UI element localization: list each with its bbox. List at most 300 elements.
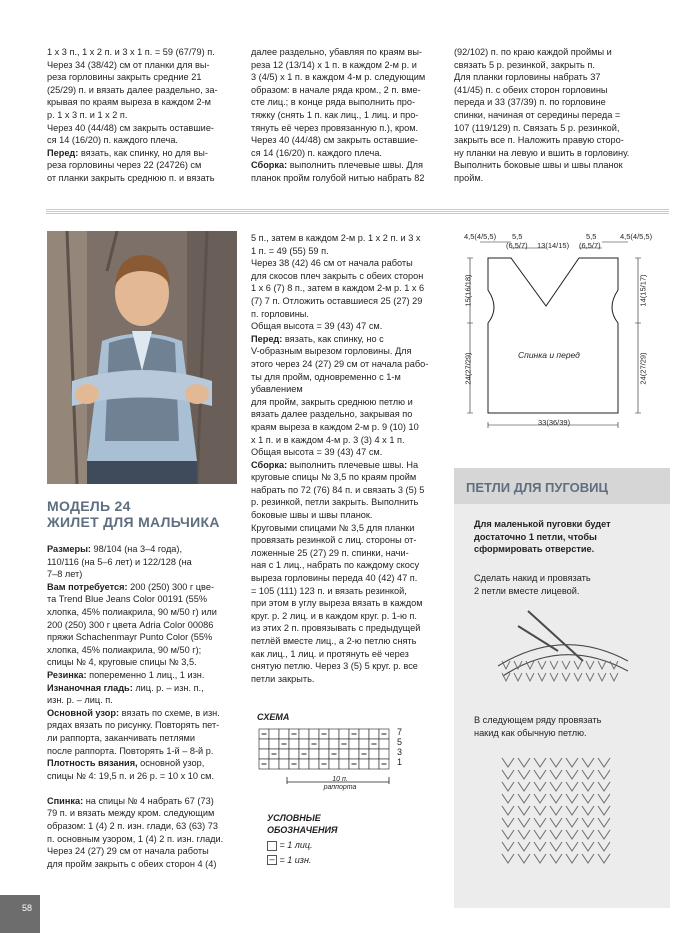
schema-cell (259, 739, 269, 749)
text-line (47, 656, 237, 669)
text-line: р. 1 х 3 п. и 1 х 2 п. (47, 109, 128, 120)
schema-rapport: 10 п. раппорта (323, 776, 357, 791)
stitch-mark (534, 854, 546, 863)
stitch-mark (502, 770, 514, 779)
stitch-mark (518, 758, 530, 767)
sidebar-step1 (474, 572, 591, 597)
text-line: образом: в начале ряда кром., 2 п. вме- (251, 84, 421, 95)
text-line: связать 5 р. резинкой, закрыть п. (454, 59, 595, 70)
text-line: от планки закрыть среднюю п. и вязать (47, 172, 215, 183)
text: Общая высота = 39 (43) 47 см. (251, 321, 383, 332)
stitch-mark (550, 818, 562, 827)
text-line: Сделать накид и провязать (474, 573, 591, 583)
text-line (47, 694, 237, 707)
text-line (251, 270, 441, 283)
stitch-mark (518, 854, 530, 863)
text-line (251, 622, 441, 635)
schema-cell (339, 759, 349, 769)
text-line: сте лиц.; в конце ряда выполнить про- (251, 97, 416, 108)
text-line: В следующем ряду провязать (474, 715, 602, 725)
text-line: ну планки на левую и вшить в горловину. (454, 147, 630, 158)
text-line (251, 610, 441, 623)
stitch-mark (566, 806, 578, 815)
text-line: Через 40 (44/48) см закрыть оставшие- (47, 122, 214, 133)
stitch-mark (550, 806, 562, 815)
text-line (47, 644, 237, 657)
text-line: Для планки горловины набрать 37 (454, 72, 601, 83)
text: Общая высота = 39 (43) 47 см. (251, 447, 383, 458)
schema-cell (359, 739, 369, 749)
model-number: МОДЕЛЬ 24 (47, 498, 131, 514)
stitch-mark (566, 770, 578, 779)
knitting-step2-illustration (494, 753, 624, 873)
row-number: 3 (397, 747, 403, 757)
stitch-mark (518, 794, 530, 803)
text-line (251, 572, 441, 585)
stitch-mark (534, 818, 546, 827)
model-photo (47, 231, 237, 484)
text: лиц. р. – изн. п., (132, 682, 204, 693)
top-assembly-paragraph: Сборка: выполнить плечевые швы. Для планок пройм голубой нитью набрать 82 (251, 160, 425, 183)
text: образом: 1 (4) 2 п. изн. глади, 63 (63) 73 (47, 821, 218, 832)
stitch-mark (518, 806, 530, 815)
schema-cell (369, 759, 379, 769)
text: рядах вязать по рисунку. Повторять пет- (47, 720, 220, 731)
text-line (251, 333, 441, 346)
text: спицы № 4: 19,5 п. и 26 р. = 10 х 10 см. (47, 770, 214, 781)
stitch-mark (562, 661, 570, 669)
text-line (251, 371, 441, 396)
stitch-mark (518, 842, 530, 851)
schema-cell (329, 739, 339, 749)
stitch-mark (598, 770, 610, 779)
schema-cell (349, 739, 359, 749)
text: хлопка, 45% полиакрила, 90 м/50 г); (47, 644, 202, 655)
sidebar-step2 (474, 714, 601, 739)
text-line (47, 593, 237, 606)
dim-left-lower: 24(27/29) (463, 352, 473, 385)
text-line: накид как обычную петлю. (474, 727, 587, 738)
dim-top-b: (6,5/7) (506, 241, 528, 250)
text: 7–8 лет) (47, 569, 83, 580)
stitch-mark (550, 842, 562, 851)
stitch-mark (526, 673, 534, 681)
text-line (251, 257, 441, 270)
text-line (251, 471, 441, 484)
text: для скосов плеч закрыть с обеих сторон (251, 270, 424, 281)
text-line: Выполнить боковые швы и швы планок (454, 160, 623, 171)
knit-symbol-icon (267, 841, 277, 851)
schema-cell (379, 739, 389, 749)
top-column-1 (47, 46, 237, 185)
text-line (251, 282, 441, 295)
text-line: сформировать отверстие. (474, 544, 595, 554)
schema-cell (329, 729, 339, 739)
schema-cell (369, 729, 379, 739)
stitch-mark (566, 842, 578, 851)
text-line (47, 782, 237, 795)
text: выреза горловины переда 40 (42) 47 п. (251, 573, 418, 584)
text-line (47, 669, 237, 682)
stitch-mark (550, 673, 558, 681)
text-line: достаточно 1 петли, чтобы (474, 531, 597, 542)
stitch-mark (502, 806, 514, 815)
text-line: далее раздельно, убавляя по краям вы- (251, 47, 422, 57)
text: ная с 1 лиц., набрать по каждому скосу (251, 560, 420, 571)
schema-cell (299, 739, 309, 749)
stitch-mark (598, 782, 610, 791)
text-line (47, 568, 237, 581)
text: 98/104 (на 3–4 года), (91, 544, 183, 554)
model-name: ЖИЛЕТ ДЛЯ МАЛЬЧИКА (47, 514, 220, 530)
schema-cell (339, 749, 349, 759)
text-line: 1 х 3 п., 1 х 2 п. и 3 х 1 п. = 59 (67/79) п. (47, 47, 215, 57)
stitch-mark (586, 673, 594, 681)
text-line (47, 719, 237, 732)
text: ты для пройм, одновременно с 1-м убавлением (251, 371, 401, 395)
stitch-mark (598, 842, 610, 851)
purl-symbol-icon: – (267, 855, 277, 865)
label: Спинка: (47, 795, 84, 806)
stitch-mark (562, 673, 570, 681)
text: краям выреза в каждом 2-м р. 9 (10) 10 (251, 421, 419, 432)
schema-cell (289, 749, 299, 759)
schema-cell (259, 749, 269, 759)
schema-block (257, 712, 407, 802)
label: Сборка: (251, 459, 288, 470)
row-number: 7 (397, 727, 403, 737)
stitch-mark (518, 818, 530, 827)
schema-title: СХЕМА (257, 712, 290, 722)
text-line (251, 673, 441, 686)
stitch-mark (518, 770, 530, 779)
stitch-mark (598, 854, 610, 863)
dim-top-left: 4,5(4/5,5) (464, 232, 497, 241)
text: вязать далее раздельно, закрывая по (251, 409, 413, 420)
text-line: закрыть все п. Наложить правую сторо- (454, 135, 624, 146)
text: вязать по схеме, в изн. (119, 707, 220, 718)
dim-top-mid: 13(14/15) (537, 241, 570, 250)
text-line (251, 345, 441, 358)
stitch-mark (566, 794, 578, 803)
instructions-left (47, 543, 237, 870)
text: п. горловины. (251, 308, 309, 319)
text: из этих 2 п. провязывать с предыдущей (251, 623, 421, 634)
text-line: Для маленькой пуговки будет (474, 519, 611, 529)
stitch-mark (598, 830, 610, 839)
schema-cell (339, 729, 349, 739)
text-line (47, 581, 237, 594)
text-line (251, 358, 441, 371)
schema-cell (309, 759, 319, 769)
page-number: 58 (22, 903, 33, 913)
text-line (251, 660, 441, 673)
text-line: Через 40 (44/48) см закрыть оставшие- (251, 135, 418, 146)
text-line (251, 396, 441, 409)
schema-cell (369, 749, 379, 759)
schema-cell (279, 759, 289, 769)
text-line: выполнить плечевые швы. Для (287, 160, 423, 171)
legend-title: УСЛОВНЫЕ ОБОЗНАЧЕНИЯ (267, 813, 338, 835)
stitch-mark (550, 770, 562, 779)
text: п. основным узором, 1 (4) 2 п. изн. глади. (47, 833, 224, 844)
stitch-mark (502, 782, 514, 791)
schema-cell (319, 739, 329, 749)
schema-cell (319, 749, 329, 759)
text: ложенные 25 (27) 29 п. спинки, начи- (251, 547, 409, 558)
text: круговые спицы № 3,5 по краям пройм (251, 472, 417, 483)
schema-cell (299, 759, 309, 769)
stitch-mark (534, 782, 546, 791)
stitch-mark (550, 782, 562, 791)
dim-bottom: 33(36/39) (538, 418, 571, 427)
text-line (251, 245, 441, 258)
stitch-mark (582, 758, 594, 767)
stitch-mark (598, 818, 610, 827)
text-line: реза 12 (13/14) х 1 п. в каждом 2-м р. и (251, 59, 417, 70)
text-line (251, 484, 441, 497)
stitch-mark (566, 758, 578, 767)
stitch-mark (610, 673, 618, 681)
stitch-mark (566, 830, 578, 839)
label: Плотность вязания, (47, 758, 138, 769)
text-line (47, 770, 237, 783)
stitch-mark (502, 794, 514, 803)
stitch-mark (550, 794, 562, 803)
text-line (47, 631, 237, 644)
schema-cell (269, 729, 279, 739)
sidebar-intro (474, 518, 611, 556)
text-line (251, 585, 441, 598)
buttonhole-sidebar (454, 468, 670, 908)
dim-left-upper: 15(16/18) (463, 274, 473, 307)
schema-cell (269, 739, 279, 749)
stitch-mark (534, 830, 546, 839)
stitch-mark (534, 842, 546, 851)
text-line (47, 707, 237, 720)
text: Через 24 (27) 29 см от начала работы (47, 846, 209, 857)
schema-cell (299, 729, 309, 739)
text-line: пройм. (454, 172, 484, 183)
stitch-mark (598, 806, 610, 815)
text-line (47, 606, 237, 619)
text: 200 (250) 300 г цве- (127, 581, 215, 592)
text-line: вязать, как спинку, но для вы- (78, 147, 208, 158)
text-line: крывая по краям выреза в каждом 2-м (47, 97, 211, 108)
text-line: ся 14 (16/20) п. каждого плеча. (251, 147, 382, 158)
stitch-mark (502, 830, 514, 839)
text-line (251, 459, 441, 472)
label: Изнаночная гладь: (47, 682, 133, 693)
text-line (47, 543, 237, 556)
pattern-label: Спинка и перед (518, 350, 580, 360)
text: 200 (250) 300 г цвета Adria Color 00086 (47, 619, 214, 630)
stitch-mark (534, 770, 546, 779)
stitch-mark (582, 842, 594, 851)
stitch-mark (502, 842, 514, 851)
dim-right-upper: 14(15/17) (638, 274, 648, 307)
text: снятую петлю. Через 3 (5) 5 круг. р. все (251, 661, 418, 672)
text-line (251, 509, 441, 522)
schema-cell (309, 729, 319, 739)
text-line (47, 745, 237, 758)
text: этого через 24 (27) 29 см от начала рабо- (251, 358, 429, 369)
text-line: переда и 33 (37/39) п. по горловине (454, 97, 606, 108)
schema-cell (279, 729, 289, 739)
dim-top-right: 4,5(4/5,5) (620, 232, 653, 241)
dim-top-c: 5,5 (586, 232, 597, 241)
text: та Trend Blue Jeans Color 00191 (55% (47, 594, 208, 605)
top-column-2 (251, 46, 441, 185)
text-line (251, 547, 441, 560)
text-line (47, 820, 237, 833)
stitch-mark (582, 818, 594, 827)
text: набрать по 72 (76) 84 п. и связать 3 (5) 5 (251, 484, 425, 495)
text-line (47, 757, 237, 770)
instructions-middle (251, 232, 441, 685)
text-line (251, 308, 441, 321)
stitch-mark (518, 830, 530, 839)
dim-top-a: 5,5 (512, 232, 523, 241)
stitch-mark (582, 770, 594, 779)
stitch-mark (586, 661, 594, 669)
text-line (251, 421, 441, 434)
stitch-mark (538, 673, 546, 681)
text: 110/116 (на 5–6 лет) и 122/128 (на (47, 556, 192, 567)
text-line (251, 446, 441, 459)
row-number: 5 (397, 737, 403, 747)
text-line (47, 619, 237, 632)
text: 5 п., затем в каждом 2-м р. 1 х 2 п. и 3 х (251, 233, 421, 243)
model-title (47, 498, 220, 530)
text: V-образным вырезом горловины. Для (251, 346, 412, 357)
text: после раппорта. Повторять 1-й – 8-й р. (47, 745, 214, 756)
text: = 105 (111) 123 п. и вязать резинкой, (251, 585, 407, 596)
stitch-mark (550, 830, 562, 839)
text-line: Через 34 (38/42) см от планки для вы- (47, 59, 210, 70)
text: ли раппорта, заканчивать петлями (47, 732, 195, 743)
text-line: реза горловины через 22 (24726) см (47, 160, 202, 171)
text: петлёй вместе лиц., а 2-ю петлю снять (251, 636, 417, 646)
schema-cell (309, 749, 319, 759)
legend (267, 812, 338, 865)
stitch-mark (598, 661, 606, 669)
label: Резинка: (47, 669, 87, 680)
schema-cell (359, 729, 369, 739)
text: для пройм закрыть с обеих сторон 4 (4) (47, 858, 217, 869)
text-line: (41/45) п. с обеих сторон горловины (454, 84, 608, 95)
page-number-box (0, 895, 40, 933)
stitch-mark (514, 673, 522, 681)
text-line (47, 795, 237, 808)
text-line: (92/102) п. по краю каждой проймы и (454, 47, 612, 57)
text: 79 п. и вязать между кром. следующим (47, 808, 215, 819)
stitch-mark (598, 758, 610, 767)
label: Основной узор: (47, 707, 120, 718)
text-line: тяжку (снять 1 п. как лиц., 1 лиц. и про- (251, 109, 419, 120)
boy-photo-illustration (47, 231, 237, 484)
text-line (47, 845, 237, 858)
text: попеременно 1 лиц., 1 изн. (86, 669, 205, 680)
schema-cell (269, 759, 279, 769)
schema-cell (279, 749, 289, 759)
dim-right-lower: 24(27/29) (638, 352, 648, 385)
schema-cell (379, 749, 389, 759)
text-line: 107 (119/129) п. Связать 5 р. резинкой, (454, 122, 620, 133)
text-line (251, 559, 441, 572)
text-line (251, 496, 441, 509)
sidebar-header (454, 468, 670, 504)
stitch-mark (534, 794, 546, 803)
text: спицы № 4, круговые спицы № 3,5. (47, 657, 197, 668)
legend-item-purl: – = 1 изн. (267, 855, 338, 866)
label: Вам потребуется: (47, 581, 128, 592)
text-line (47, 556, 237, 569)
stitch-mark (582, 806, 594, 815)
stitch-mark (574, 673, 582, 681)
stitch-mark (566, 818, 578, 827)
schema-cell (289, 739, 299, 749)
text: круг. р. 2 лиц. и в каждом круг. р. 1-ю п. (251, 610, 417, 621)
text: провязать резинкой с лиц. стороны от- (251, 535, 417, 546)
pattern-diagram (458, 228, 670, 438)
top-column-3 (454, 46, 669, 185)
stitch-mark (534, 758, 546, 767)
text: основной узор, (137, 758, 205, 769)
text-line (251, 635, 441, 648)
text-line: спинки, начиная от середины переда = (454, 109, 621, 120)
stitch-mark (502, 818, 514, 827)
row-number: 1 (397, 757, 403, 767)
text-line (251, 320, 441, 333)
text: как лиц., 1 лиц. и протянуть её через (251, 648, 409, 659)
text: х 1 п. и в каждом 4-м р. 3 (3) 4 х 1 п. (251, 434, 405, 445)
text: при этом в углу выреза вязать в каждом (251, 598, 423, 609)
text: на спицы № 4 набрать 67 (73) (83, 795, 214, 806)
text: Через 38 (42) 46 см от начала работы (251, 258, 413, 269)
text: хлопка, 45% полиакрила, 90 м/50 г) или (47, 606, 217, 617)
top-front-paragraph: Перед: вязать, как спинку, но для вы- реза горловины через 22 (24726) см от планки закрыть среднюю п. и вязать (47, 147, 215, 183)
text-line: 2 петли вместе лицевой. (474, 585, 580, 596)
text: 1 х 6 (7) 8 п., затем в каждом 2-м р. 1 х 6 (251, 283, 425, 294)
text-line: ся 14 (16/20) п. каждого плеча. (47, 135, 178, 146)
text-line: тянуть её через провязанную п.), кром. (251, 122, 419, 133)
text-line (251, 648, 441, 661)
text-line (251, 232, 441, 245)
stitch-mark (582, 782, 594, 791)
text-line: реза горловины закрыть средние 21 (47, 72, 202, 83)
text: (7) 7 п. Отложить оставшиеся 25 (27) 29 (251, 295, 423, 306)
schema-cell (349, 749, 359, 759)
text-line: 3 (4/5) х 1 п. в каждом 4-м р. следующим (251, 72, 426, 83)
text: Круговыми спицами № 3,5 для планки (251, 522, 415, 533)
label: Размеры: (47, 544, 91, 554)
schema-cell (359, 759, 369, 769)
stitch-mark (574, 661, 582, 669)
text-line (251, 434, 441, 447)
stitch-mark (582, 794, 594, 803)
text-line (47, 833, 237, 846)
label: Перед: (251, 333, 283, 344)
stitch-mark (518, 782, 530, 791)
text: пряжи Schachenmayr Punto Color (55% (47, 632, 213, 643)
section-divider (46, 208, 669, 214)
stitch-mark (538, 661, 546, 669)
dim-top-d: (6,5/7) (579, 241, 601, 250)
text-line (251, 534, 441, 547)
stitch-mark (550, 758, 562, 767)
text-line: (25/29) п. и вязать далее раздельно, за- (47, 84, 218, 95)
